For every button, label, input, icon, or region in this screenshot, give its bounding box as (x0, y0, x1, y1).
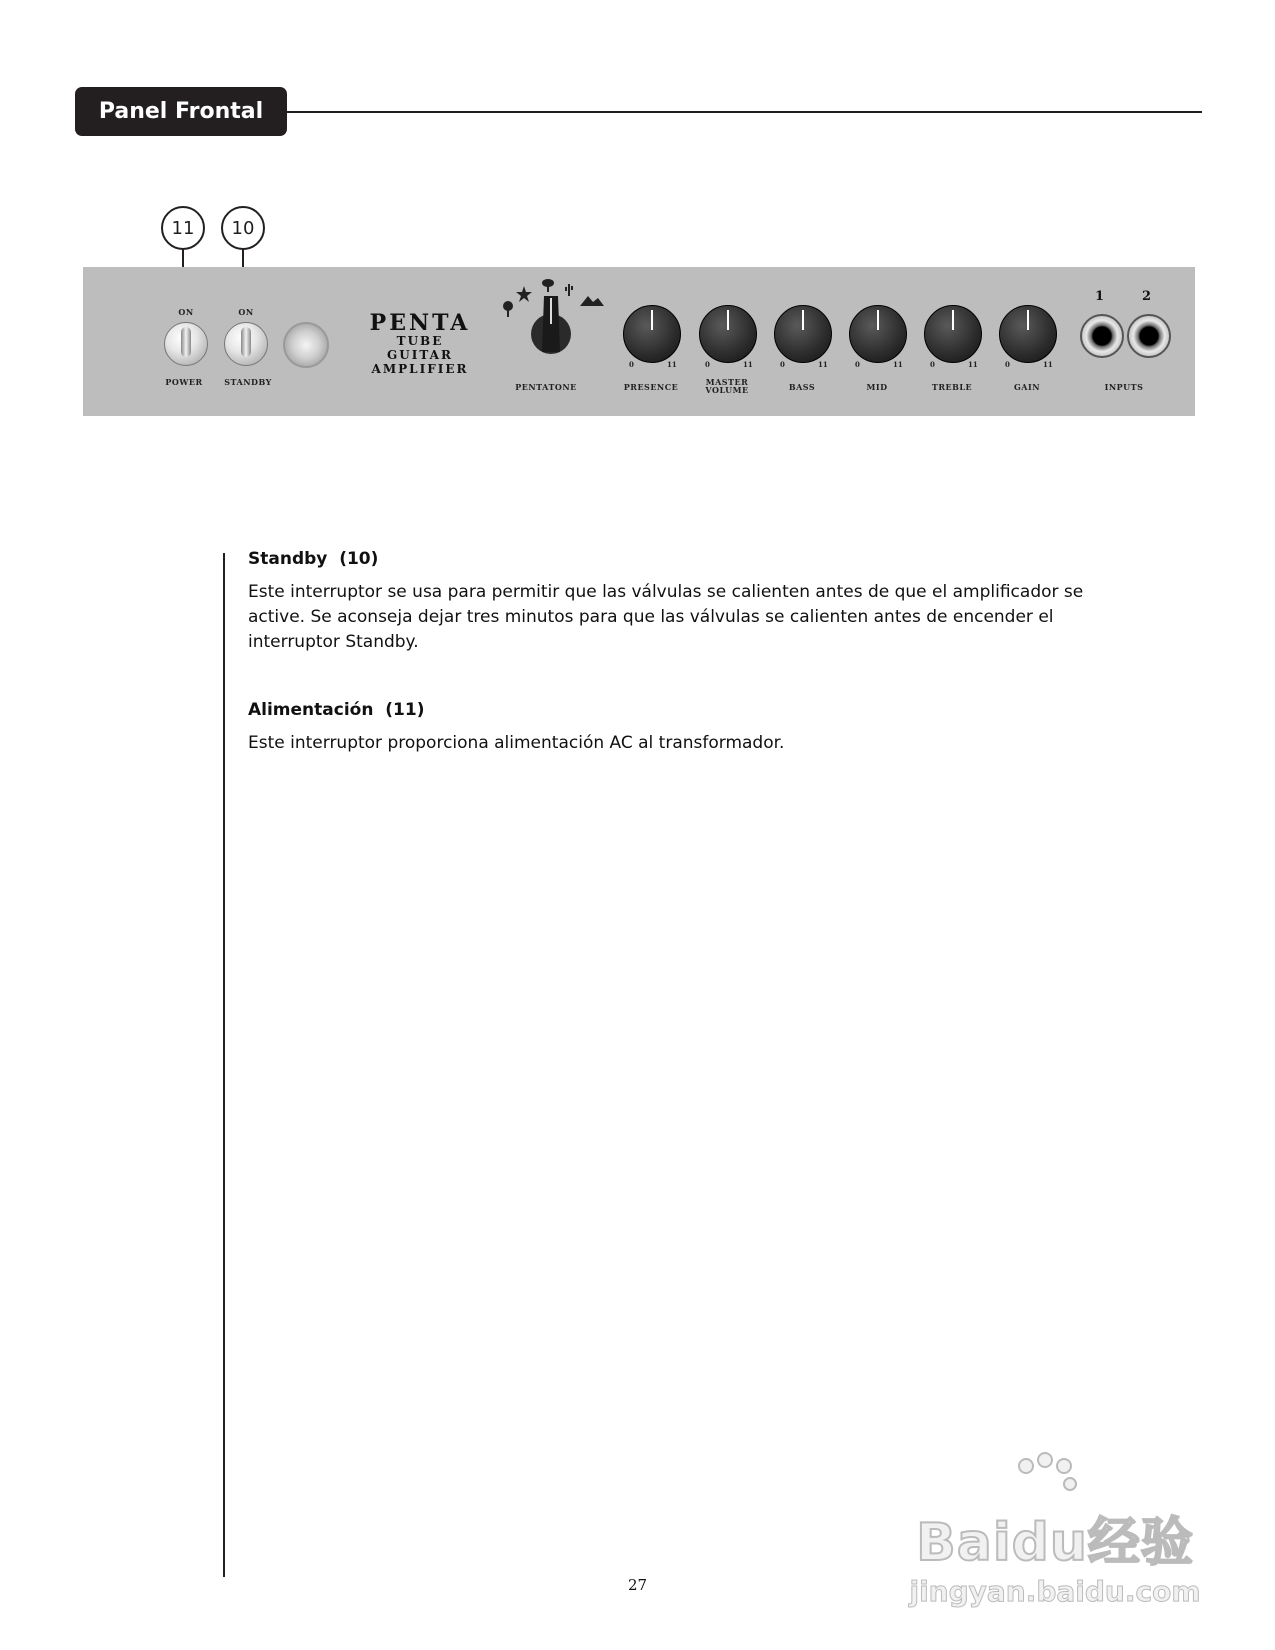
pentatone-mountain-icon (580, 296, 604, 306)
gain-scale-min: 0 (1005, 360, 1010, 369)
power-description: Este interruptor proporciona alimentación AC al transformador. (248, 733, 785, 753)
presence-scale-max: 11 (667, 360, 677, 369)
standby-description: Este interruptor se usa para permitir que las válvulas se calienten antes de que el amplificador se active. Se aconseja dejar tres minutos para que las válvulas se calienten antes de encender el interruptor Standby. (248, 582, 1084, 652)
mid-label: MID (866, 382, 888, 392)
section-title: Panel Frontal (75, 87, 287, 136)
presence-knob (623, 305, 681, 363)
mid-scale-max: 11 (893, 360, 903, 369)
pentatone-label: PENTATONE (515, 382, 577, 392)
pentatone-cactus-icon (565, 284, 573, 296)
presence-label: PRESENCE (623, 382, 679, 392)
pentatone-knob (531, 296, 571, 354)
master-volume-label: MASTER VOLUME (705, 377, 749, 395)
standby-heading: Standby (10) (248, 549, 379, 569)
content-side-rule (223, 553, 225, 1577)
presence-scale-min: 0 (629, 360, 634, 369)
bass-label: BASS (788, 382, 816, 392)
mid-scale-min: 0 (855, 360, 860, 369)
bass-knob (774, 305, 832, 363)
power-heading: Alimentación (11) (248, 700, 425, 720)
brand-logo (347, 312, 493, 376)
standby-switch (224, 322, 268, 366)
pentatone-bird-icon (542, 279, 554, 292)
watermark (905, 1458, 1205, 1608)
power-label: POWER (165, 377, 203, 387)
input-jack-1 (1080, 314, 1124, 358)
brand-line-1: PENTA (369, 310, 471, 336)
master-volume-knob (699, 305, 757, 363)
brand-line-4: AMPLIFIER (371, 362, 469, 376)
gain-scale-max: 11 (1043, 360, 1053, 369)
gain-label: GAIN (1013, 382, 1041, 392)
input-1-number: 1 (1095, 289, 1105, 304)
gain-knob (999, 305, 1057, 363)
treble-label: TREBLE (931, 382, 973, 392)
bass-scale-min: 0 (780, 360, 785, 369)
brand-line-3: GUITAR (387, 348, 453, 362)
treble-scale-max: 11 (968, 360, 978, 369)
standby-on-label: ON (238, 307, 254, 317)
input-2-number: 2 (1142, 289, 1152, 304)
callout-power: 11 (161, 206, 205, 250)
section-divider (287, 111, 1202, 113)
watermark-url: jingyan.baidu.com (909, 1575, 1201, 1608)
treble-knob (924, 305, 982, 363)
pentatone-tree-icon (503, 301, 513, 317)
bass-scale-max: 11 (818, 360, 828, 369)
power-on-label: ON (178, 307, 194, 317)
treble-scale-min: 0 (930, 360, 935, 369)
watermark-logo: Baidu经验 (916, 1513, 1194, 1573)
brand-line-2: TUBE (396, 334, 444, 348)
pilot-lamp (283, 322, 329, 368)
pentatone-star-icon (516, 286, 532, 302)
page-number: 27 (628, 1576, 648, 1594)
power-switch (164, 322, 208, 366)
master-volume-scale-max: 11 (743, 360, 753, 369)
input-jack-2 (1127, 314, 1171, 358)
pentatone-selector (496, 276, 606, 376)
master-volume-scale-min: 0 (705, 360, 710, 369)
standby-label: STANDBY (224, 377, 272, 387)
inputs-label: INPUTS (1104, 382, 1144, 392)
mid-knob (849, 305, 907, 363)
callout-standby: 10 (221, 206, 265, 250)
